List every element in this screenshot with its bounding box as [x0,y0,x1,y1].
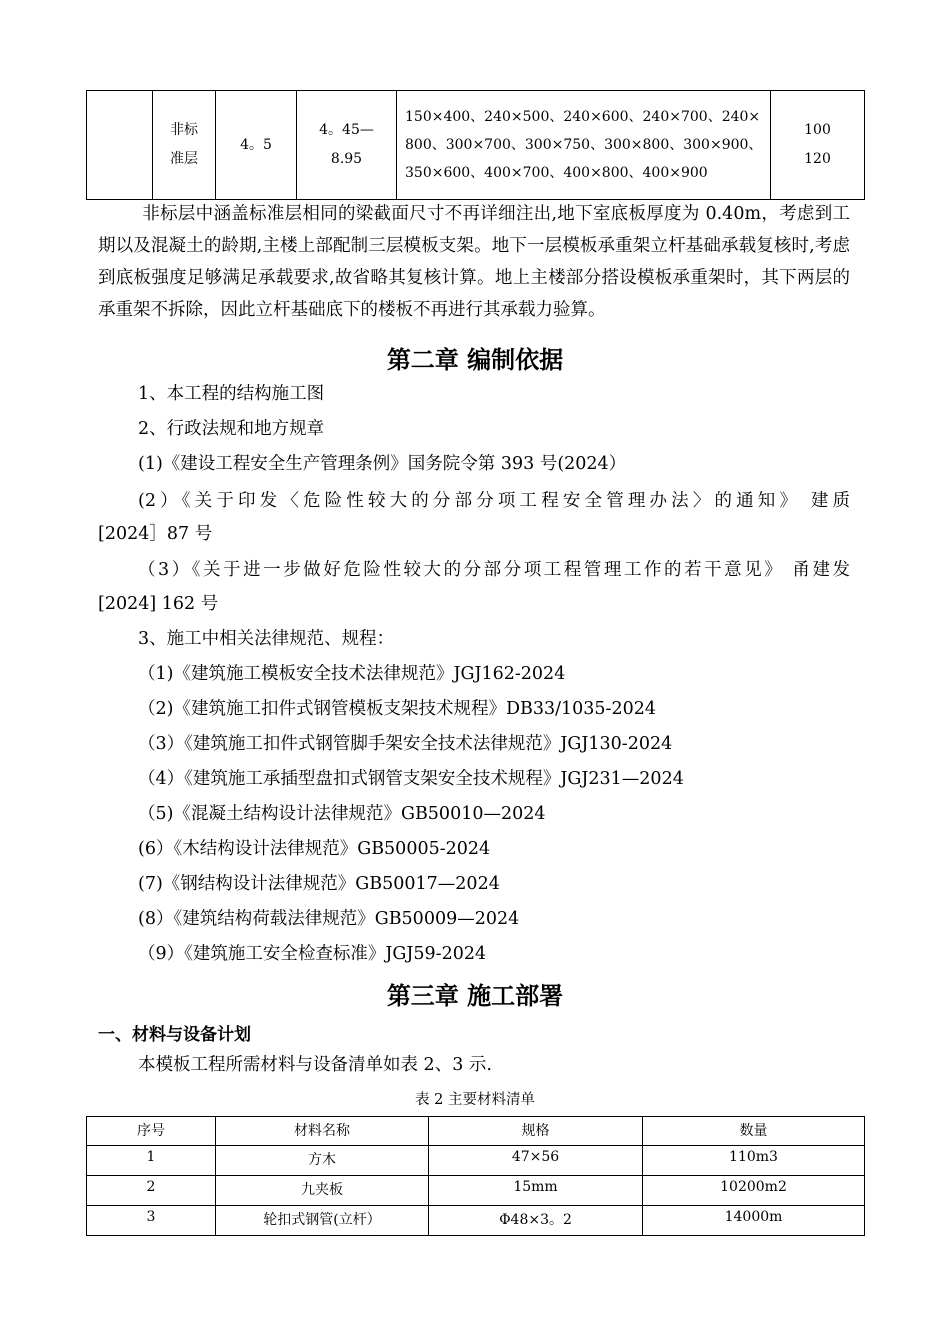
layer-cell: 非标 准层 [153,91,216,200]
basis-item-2-1: (1)《建设工程安全生产管理条例》国务院令第 393 号(2024） [138,454,627,474]
cell-no: 1 [87,1146,216,1176]
slab-thickness-cell: 100 120 [771,91,865,200]
cell-no: 2 [87,1176,216,1206]
cell-qty: 10200m2 [643,1176,865,1206]
cell-spec: 47×56 [429,1146,643,1176]
section-materials-title: 一、材料与设备计划 [98,1025,251,1045]
cell-name: 方木 [216,1146,429,1176]
materials-table [86,1116,865,1236]
basis-item-2-2-line2: [2024］87 号 [98,524,213,544]
basis-item-2-3-line2: [2024] 162 号 [98,594,219,614]
table-row [87,1176,865,1206]
basis-item-2-2-line1: (2）《关于印发〈危险性较大的分部分项工程安全管理办法〉的通知》 建质 [138,491,850,511]
standard-item-5: （5)《混凝土结构设计法律规范》GB50010—2024 [138,804,546,824]
cell-name: 九夹板 [216,1176,429,1206]
beam-size-table [86,90,865,200]
height-cell: 4。5 [216,91,297,200]
cell-spec: Φ48×3。2 [429,1206,643,1236]
header-no: 序号 [87,1117,216,1146]
category-cell [87,91,153,200]
standard-item-8: (8）《建筑结构荷载法律规范》GB50009—2024 [138,909,520,929]
standard-item-6: (6）《木结构设计法律规范》GB50005-2024 [138,839,491,859]
cell-qty: 14000m [643,1206,865,1236]
table-row [87,91,865,200]
table-header-row [87,1117,865,1146]
table-caption: 表 2 主要材料清单 [415,1092,535,1108]
beam-sizes-cell: 150×400、240×500、240×600、240×700、240×800、300×700、300×750、300×800、300×900、350×600、400×700、400×800、400×900 [397,91,771,200]
standard-item-9: （9）《建筑施工安全检查标准》JGJ59-2024 [138,944,487,964]
standard-item-7: (7)《钢结构设计法律规范》GB50017—2024 [138,874,500,894]
header-name: 材料名称 [216,1117,429,1146]
materials-intro: 本模板工程所需材料与设备清单如表 2、3 示. [138,1055,492,1075]
header-qty: 数量 [643,1117,865,1146]
basis-item-1: 1、本工程的结构施工图 [138,384,325,404]
intro-paragraph: 非标层中涵盖标准层相同的梁截面尺寸不再详细注出,地下室底板厚度为 0.40m，考虑到工期以及混凝土的龄期,主楼上部配制三层模板支架。地下一层模板承重架立杆基础承载复核时,考虑到底板强度足够满足承载要求,故省略其复核计算。地上主楼部分搭设模板承重架时，其下两层的承重架不拆除，因此立杆基础底下的楼板不再进行其承载力验算。 [98,204,850,320]
cell-no: 3 [87,1206,216,1236]
cell-spec: 15mm [429,1176,643,1206]
standard-item-1: （1)《建筑施工模板安全技术法律规范》JGJ162-2024 [138,664,566,684]
cell-name: 轮扣式钢管(立杆） [216,1206,429,1236]
chapter-2-title: 第二章 编制依据 [386,346,564,374]
standard-item-4: （4）《建筑施工承插型盘扣式钢管支架安全技术规程》JGJ231—2024 [138,769,684,789]
header-spec: 规格 [429,1117,643,1146]
basis-item-3: 3、施工中相关法律规范、规程： [138,629,395,649]
elevation-cell: 4。45— 8.95 [297,91,397,200]
table-row [87,1146,865,1176]
chapter-3-title: 第三章 施工部署 [386,982,564,1010]
standard-item-2: （2)《建筑施工扣件式钢管模板支架技术规程》DB33/1035-2024 [138,699,657,719]
basis-item-2: 2、行政法规和地方规章 [138,419,325,439]
basis-item-2-3-line1: （3）《关于进一步做好危险性较大的分部分项工程管理工作的若干意见》 甬建发 [138,560,850,580]
cell-qty: 110m3 [643,1146,865,1176]
standard-item-3: （3）《建筑施工扣件式钢管脚手架安全技术法律规范》JGJ130-2024 [138,734,673,754]
table-row [87,1206,865,1236]
